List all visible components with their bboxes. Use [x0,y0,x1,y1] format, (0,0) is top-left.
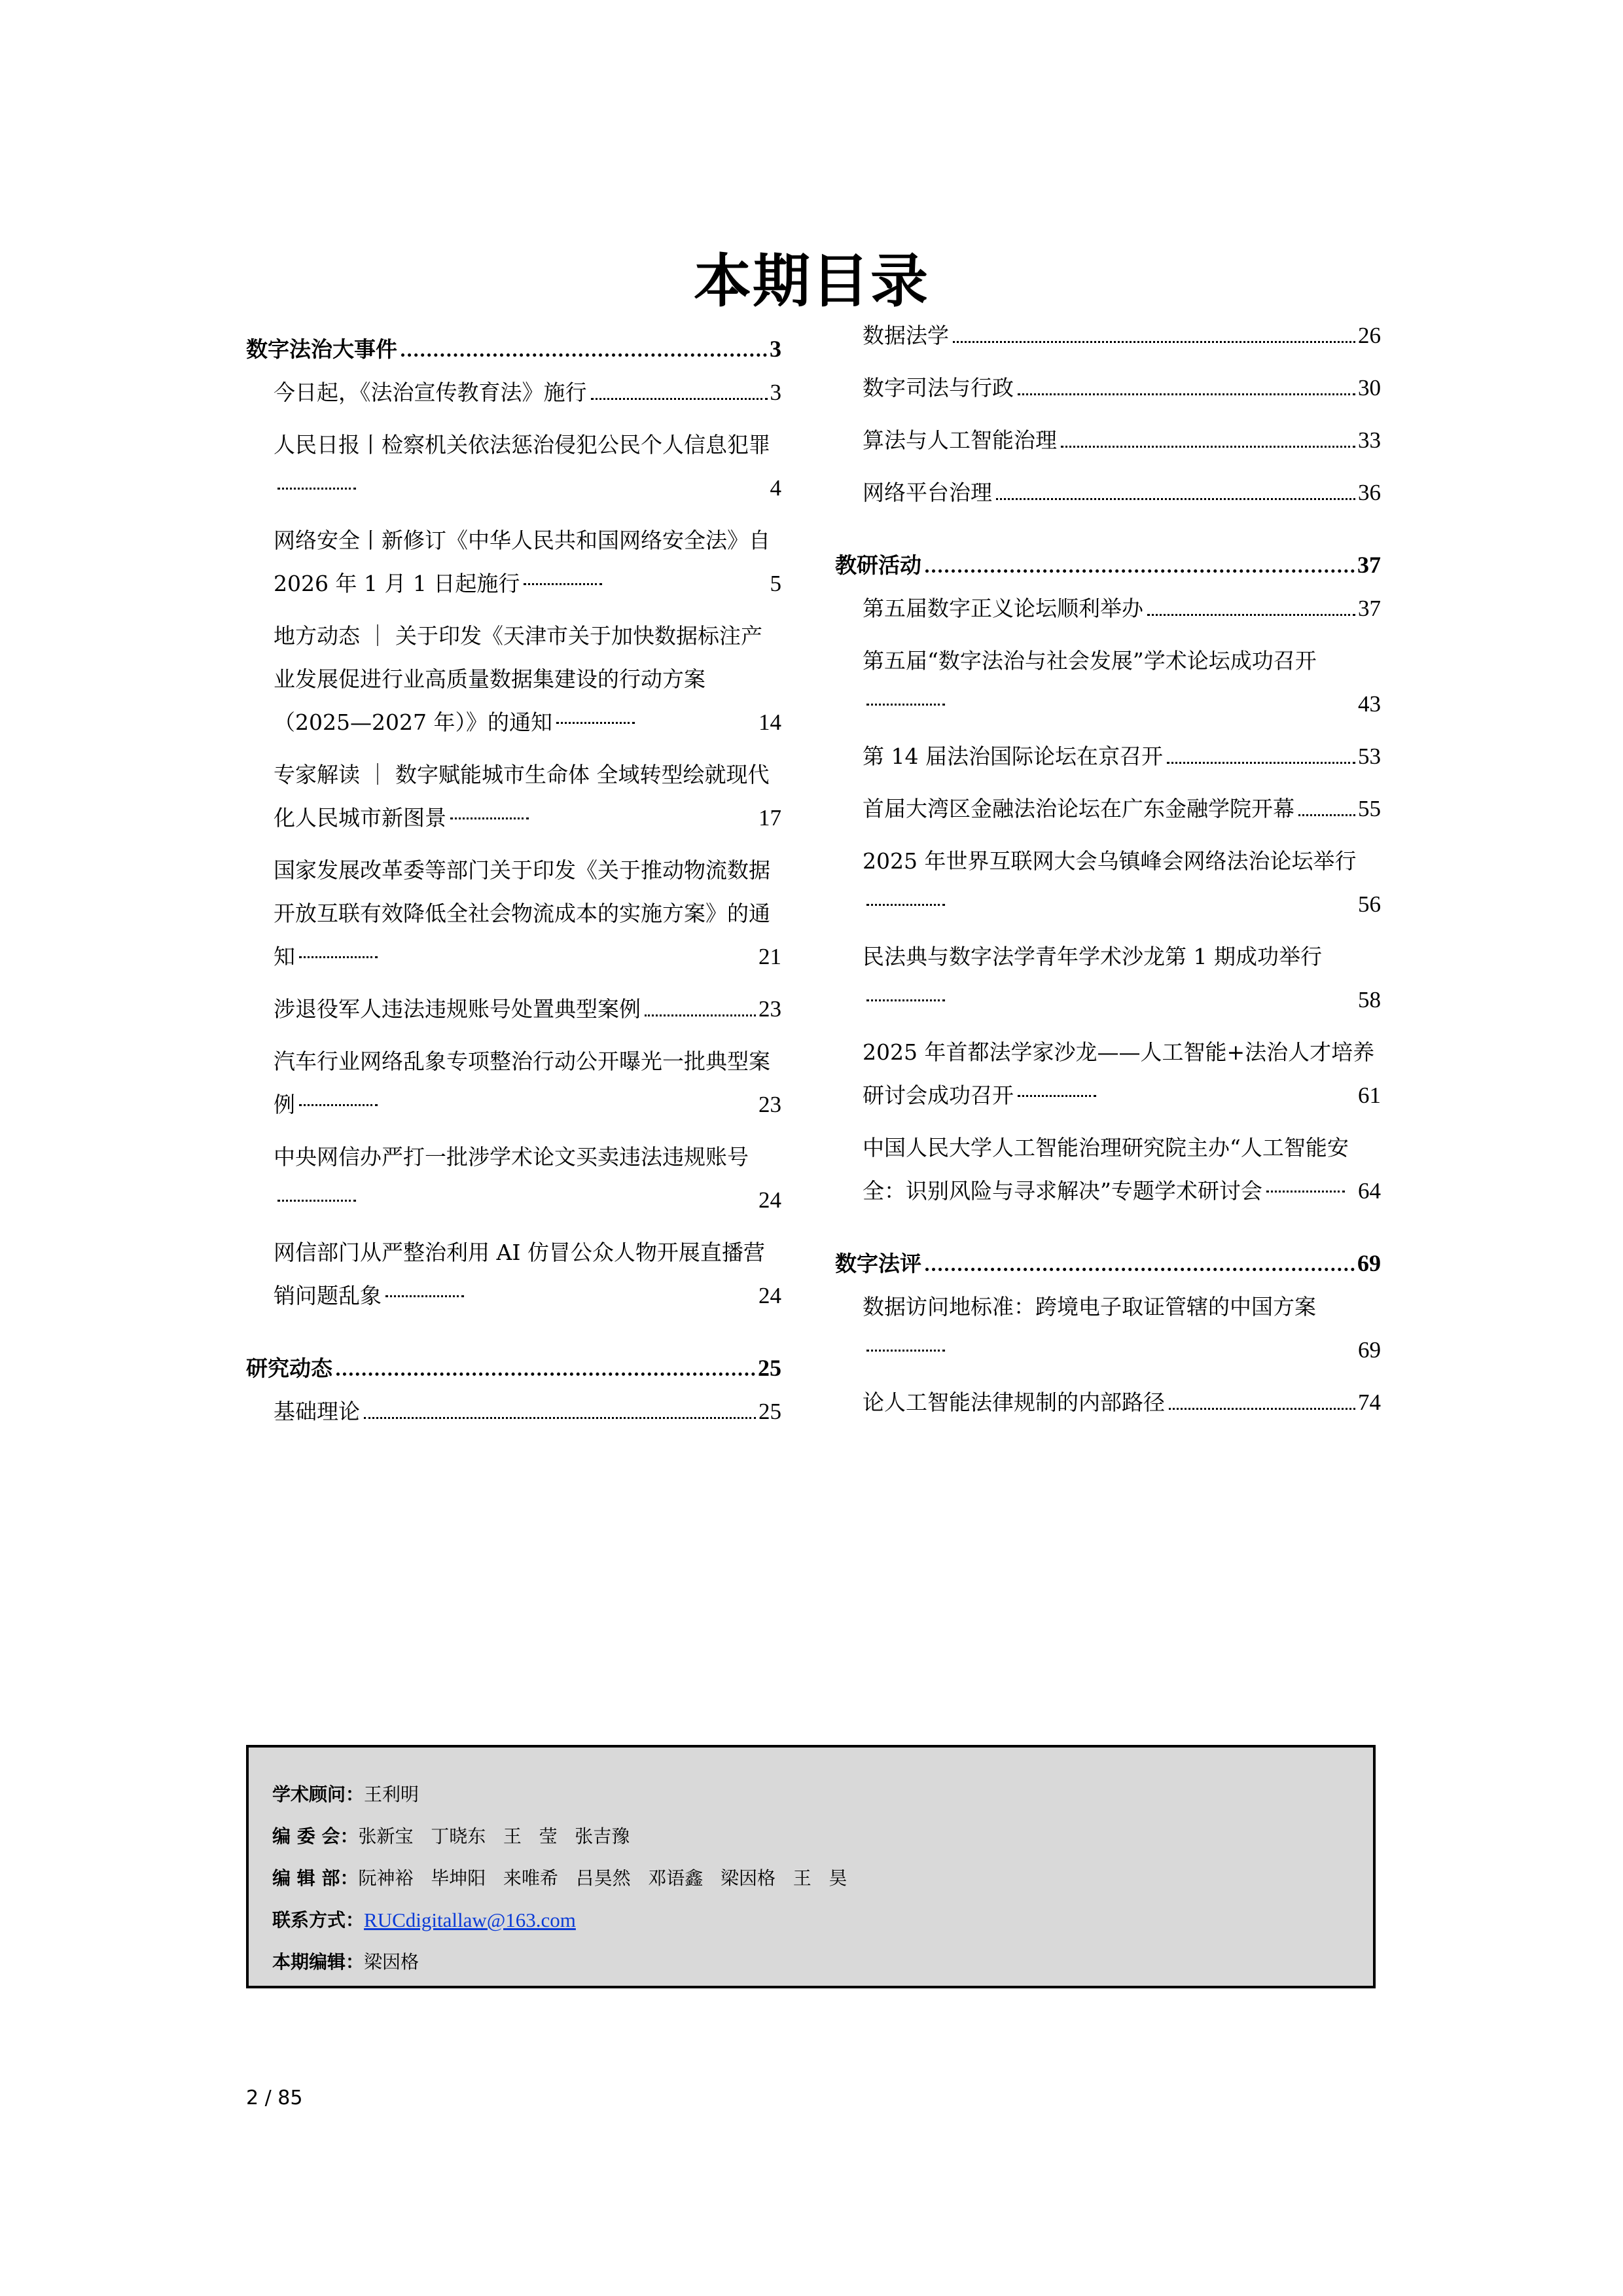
toc-entry-page: 55 [1358,796,1381,821]
toc-entry-label: 汽车行业网络乱象专项整治行动公开曝光一批典型案例 [274,1049,770,1117]
dot-leader [866,704,945,706]
dot-leader [1298,814,1355,816]
toc-entry-label: 2025 年首都法学家沙龙——人工智能+法治人才培养研讨会成功召开 [863,1039,1375,1108]
toc-entry-label: 论人工智能法律规制的内部路径 [863,1390,1165,1415]
toc-section-page: 37 [1357,552,1381,578]
toc-entry[interactable] [863,314,1381,357]
toc-entry-page: 37 [1358,596,1381,621]
toc-entry-label: 数据访问地标准：跨境电子取证管辖的中国方案 [863,1294,1316,1319]
advisor-value: 王利明 [364,1784,419,1805]
toc-entry[interactable] [863,1285,1381,1372]
toc-entry[interactable] [274,849,781,978]
toc-entry[interactable] [274,1136,781,1222]
toc-entry[interactable] [863,840,1381,926]
dot-leader [866,999,945,1001]
toc-entry-page: 61 [1358,1083,1381,1108]
dot-leader [336,1372,755,1376]
dot-leader [364,1417,756,1419]
toc-entry[interactable] [863,1031,1381,1117]
toc-entry[interactable] [274,1390,781,1433]
issue-editor-value: 梁因格 [364,1951,419,1973]
dot-leader [1169,1408,1355,1410]
toc-left-column [246,327,781,1443]
toc-entry-page: 69 [1358,1337,1381,1363]
toc-entry-label: 网信部门从严整治利用 AI 仿冒公众人物开展直播营销问题乱象 [274,1240,765,1308]
toc-right-column [835,314,1381,1433]
toc-entry-page: 23 [758,1092,781,1117]
toc-entry-label: 网络安全丨新修订《中华人民共和国网络安全法》自 2026 年 1 月 1 日起施行 [274,528,770,596]
toc-entry[interactable] [274,753,781,840]
toc-entry-label: 人民日报丨检察机关依法惩治侵犯公民个人信息犯罪 [274,432,770,457]
section-spacer [844,1222,1381,1242]
toc-entry-page: 23 [758,996,781,1022]
toc-entry-page: 36 [1358,480,1381,505]
dot-leader [299,1104,378,1106]
toc-entry-page: 26 [1358,323,1381,348]
toc-entry[interactable] [863,471,1381,514]
toc-entry-label: 数字司法与行政 [863,375,1014,401]
committee-value: 张新宝 丁晓东 王 莹 张吉豫 [358,1825,630,1847]
dot-leader [277,488,356,490]
toc-section-page: 69 [1357,1250,1381,1276]
dot-leader [524,583,602,585]
dot-leader [866,904,945,906]
toc-section-page: 25 [758,1355,781,1381]
toc-entry-page: 25 [758,1399,781,1424]
toc-section-page: 3 [770,336,781,362]
committee-row [272,1816,1349,1857]
dot-leader [1018,1095,1096,1097]
toc-entry[interactable] [274,615,781,744]
dot-leader [1147,614,1355,616]
editorial-info-box [246,1745,1376,1988]
toc-entry-label: 第五届数字正义论坛顺利举办 [863,596,1143,621]
toc-section-label: 数字法治大事件 [246,336,397,362]
contact-label: 联系方式： [272,1909,365,1931]
toc-entry-page: 21 [758,944,781,969]
dot-leader [385,1295,464,1297]
dot-leader [1018,393,1355,395]
toc-entry[interactable] [863,367,1381,410]
toc-entry-page: 43 [1358,691,1381,717]
toc-entry[interactable] [274,371,781,414]
toc-entry-label: 基础理论 [274,1399,360,1424]
advisor-label: 学术顾问： [272,1784,365,1805]
section-spacer [246,1327,781,1346]
toc-entry[interactable] [863,587,1381,630]
toc-entry-label: 数据法学 [863,323,949,348]
editorial-row [272,1857,1349,1899]
toc-section-label: 教研活动 [835,552,921,578]
dot-leader [277,1200,356,1202]
toc-entry-page: 14 [758,709,781,735]
toc-entry-label: 网络平台治理 [863,480,992,505]
dot-leader [556,722,635,724]
dot-leader [953,341,1355,343]
dot-leader [925,1268,1355,1271]
toc-entry-page: 3 [770,380,781,405]
toc-entry-label: 中国人民大学人工智能治理研究院主办“人工智能安全：识别风险与寻求解决”专题学术研讨会 [863,1135,1349,1204]
editorial-value: 阮神裕 毕坤阳 来唯希 吕昊然 邓语鑫 梁因格 王 昊 [358,1867,847,1889]
toc-entry-label: 首届大湾区金融法治论坛在广东金融学院开幕 [863,796,1294,821]
toc-entry[interactable] [863,1126,1381,1213]
toc-entry[interactable] [274,423,781,510]
toc-entry-label: 算法与人工智能治理 [863,427,1057,453]
toc-entry-label: 地方动态 ｜ 关于印发《天津市关于加快数据标注产业发展促进行业高质量数据集建设的行动方案（2025—2027 年）》的通知 [274,623,762,735]
dot-leader [925,569,1355,573]
toc-entry-label: 中央网信办严打一批涉学术论文买卖违法违规账号 [274,1144,749,1170]
committee-label: 编 委 会： [272,1825,359,1847]
page-title: 本期目录 [693,247,929,315]
section-spacer [844,524,1381,543]
toc-entry[interactable] [863,735,1381,778]
toc-entry-label: 民法典与数字法学青年学术沙龙第 1 期成功举行 [863,944,1322,969]
page-indicator: 2 / 85 [246,2087,303,2109]
contact-row [272,1899,1349,1941]
toc-entry-label: 第 14 届法治国际论坛在京召开 [863,744,1163,769]
dot-leader [450,817,529,819]
toc-entry-page: 58 [1358,987,1381,1013]
toc-section-label: 数字法评 [835,1251,921,1276]
toc-entry[interactable] [863,639,1381,726]
contact-email-link[interactable]: RUCdigitallaw@163.com [364,1909,576,1931]
toc-section-heading[interactable] [835,1242,1381,1285]
toc-entry[interactable] [274,519,781,605]
toc-entry-page: 74 [1358,1390,1381,1415]
toc-entry[interactable] [863,935,1381,1022]
dot-leader [1061,446,1355,448]
toc-section-heading[interactable] [246,1346,781,1390]
toc-entry-page: 17 [758,805,781,831]
toc-entry-label: 国家发展改革委等部门关于印发《关于推动物流数据开放互联有效降低全社会物流成本的实施方案》的通知 [274,857,770,969]
issue-editor-label: 本期编辑： [272,1951,365,1973]
toc-entry-page: 24 [758,1283,781,1308]
toc-entry[interactable] [274,988,781,1031]
toc-entry-label: 2025 年世界互联网大会乌镇峰会网络法治论坛举行 [863,848,1357,874]
toc-entry-page: 5 [770,571,781,596]
toc-entry-label: 专家解读 ｜ 数字赋能城市生命体 全域转型绘就现代化人民城市新图景 [274,762,770,831]
advisor-row [272,1774,1349,1816]
toc-entry-page: 24 [758,1187,781,1213]
issue-editor-row [272,1941,1349,1983]
toc-entry[interactable] [863,1381,1381,1424]
toc-entry-label: 今日起，《法治宣传教育法》施行 [274,380,587,405]
dot-leader [645,1014,756,1016]
toc-entry-page: 33 [1358,427,1381,453]
toc-entry[interactable] [274,1040,781,1126]
toc-section-heading[interactable] [835,543,1381,587]
dot-leader [1266,1191,1345,1193]
toc-entry[interactable] [863,419,1381,462]
dot-leader [996,498,1355,500]
toc-entry-page: 64 [1358,1178,1381,1204]
editorial-label: 编 辑 部： [272,1867,359,1889]
toc-entry[interactable] [274,1231,781,1318]
dot-leader [299,956,378,958]
dot-leader [591,398,768,400]
toc-entry-label: 第五届“数字法治与社会发展”学术论坛成功召开 [863,648,1317,673]
dot-leader [1167,762,1355,764]
toc-entry-page: 56 [1358,891,1381,917]
toc-section-heading[interactable] [246,327,781,371]
toc-entry-page: 4 [770,475,781,501]
toc-entry[interactable] [863,787,1381,831]
toc-entry-page: 30 [1358,375,1381,401]
dot-leader [866,1350,945,1352]
dot-leader [401,353,767,357]
toc-entry-page: 53 [1358,744,1381,769]
toc-entry-label: 涉退役军人违法违规账号处置典型案例 [274,996,641,1022]
toc-section-label: 研究动态 [246,1355,332,1381]
